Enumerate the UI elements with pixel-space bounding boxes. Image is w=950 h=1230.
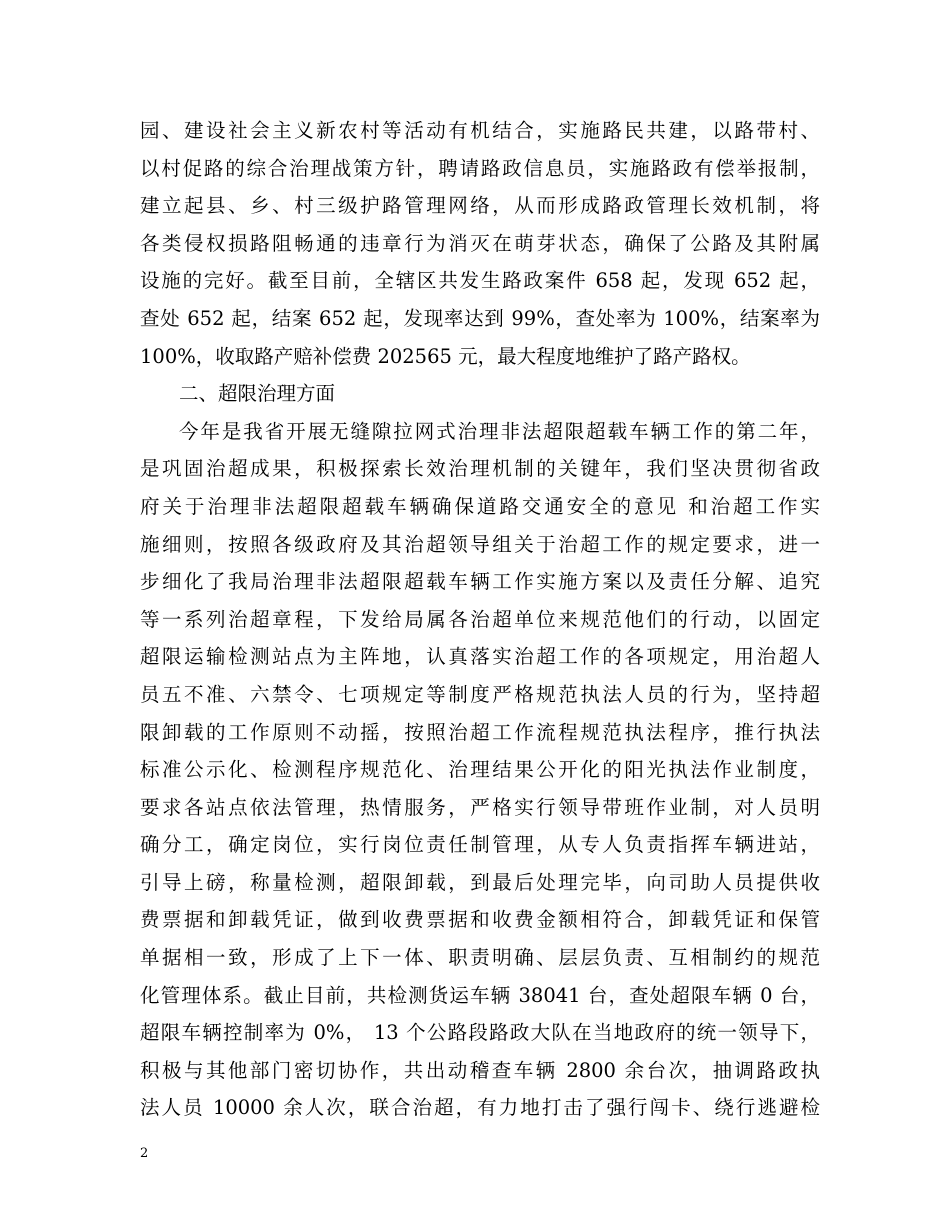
- text-line: 要求各站点依法管理，热情服务，严格实行领导带班作业制，对人员明: [140, 795, 820, 819]
- text-line: 园、建设社会主义新农村等活动有机结合，实施路民共建，以路带村、: [140, 119, 820, 142]
- body-text: [140, 112, 820, 1127]
- text-line: 是巩固治超成果，积极探索长效治理机制的关键年，我们坚决贯彻省政: [140, 457, 820, 481]
- text-line: 各类侵权损路阻畅通的违章行为消灭在萌芽状态，确保了公路及其附属: [140, 231, 820, 255]
- text-line: 法人员 10000 余人次，联合治超，有力地打击了强行闯卡、绕行逃避检: [140, 1096, 820, 1120]
- text-line: 化管理体系。截止目前，共检测货运车辆 38041 台，查处超限车辆 0 台，: [140, 983, 820, 1007]
- text-line: 限卸载的工作原则不动摇，按照治超工作流程规范执法程序，推行执法: [140, 720, 820, 744]
- text-line: 府关于治理非法超限超载车辆确保道路交通安全的意见 和治超工作实: [140, 494, 820, 518]
- text-line: 积极与其他部门密切协作，共出动稽查车辆 2800 余台次，抽调路政执: [140, 1058, 820, 1082]
- text-line: 步细化了我局治理非法超限超载车辆工作实施方案以及责任分解、追究: [140, 570, 820, 594]
- text-line: 施细则，按照各级政府及其治超领导组关于治超工作的规定要求，进一: [140, 532, 820, 556]
- text-line: 设施的完好。截至目前，全辖区共发生路政案件 658 起，发现 652 起，: [140, 269, 820, 293]
- text-line: 费票据和卸载凭证，做到收费票据和收费金额相符合，卸载凭证和保管: [140, 908, 820, 932]
- text-line: 二、超限治理方面: [179, 382, 336, 406]
- text-line: 超限运输检测站点为主阵地，认真落实治超工作的各项规定，用治超人: [140, 645, 820, 669]
- text-line: 今年是我省开展无缝隙拉网式治理非法超限超载车辆工作的第二年，: [179, 419, 820, 443]
- page-number: 2: [140, 1146, 149, 1161]
- text-line: 100%，收取路产赔补偿费 202565 元，最大程度地维护了路产路权。: [140, 344, 751, 368]
- text-line: 查处 652 起，结案 652 起，发现率达到 99%，查处率为 100%，结案率为: [140, 306, 820, 330]
- text-line: 标准公示化、检测程序规范化、治理结果公开化的阳光执法作业制度，: [140, 758, 820, 782]
- text-line: 单据相一致，形成了上下一体、职责明确、层层负责、互相制约的规范: [140, 946, 820, 970]
- text-line: 建立起县、乡、村三级护路管理网络，从而形成路政管理长效机制，将: [140, 194, 820, 218]
- text-line: 员五不准、六禁令、七项规定等制度严格规范执法人员的行为，坚持超: [140, 682, 820, 706]
- text-line: 引导上磅，称量检测，超限卸载，到最后处理完毕，向司助人员提供收: [140, 870, 820, 894]
- text-line: 等一系列治超章程，下发给局属各治超单位来规范他们的行动，以固定: [140, 607, 820, 631]
- text-line: 确分工，确定岗位，实行岗位责任制管理，从专人负责指挥车辆进站，: [140, 833, 820, 857]
- text-line: 以村促路的综合治理战策方针，聘请路政信息员，实施路政有偿举报制，: [140, 156, 820, 180]
- text-line: 超限车辆控制率为 0%， 13 个公路段路政大队在当地政府的统一领导下，: [140, 1021, 820, 1045]
